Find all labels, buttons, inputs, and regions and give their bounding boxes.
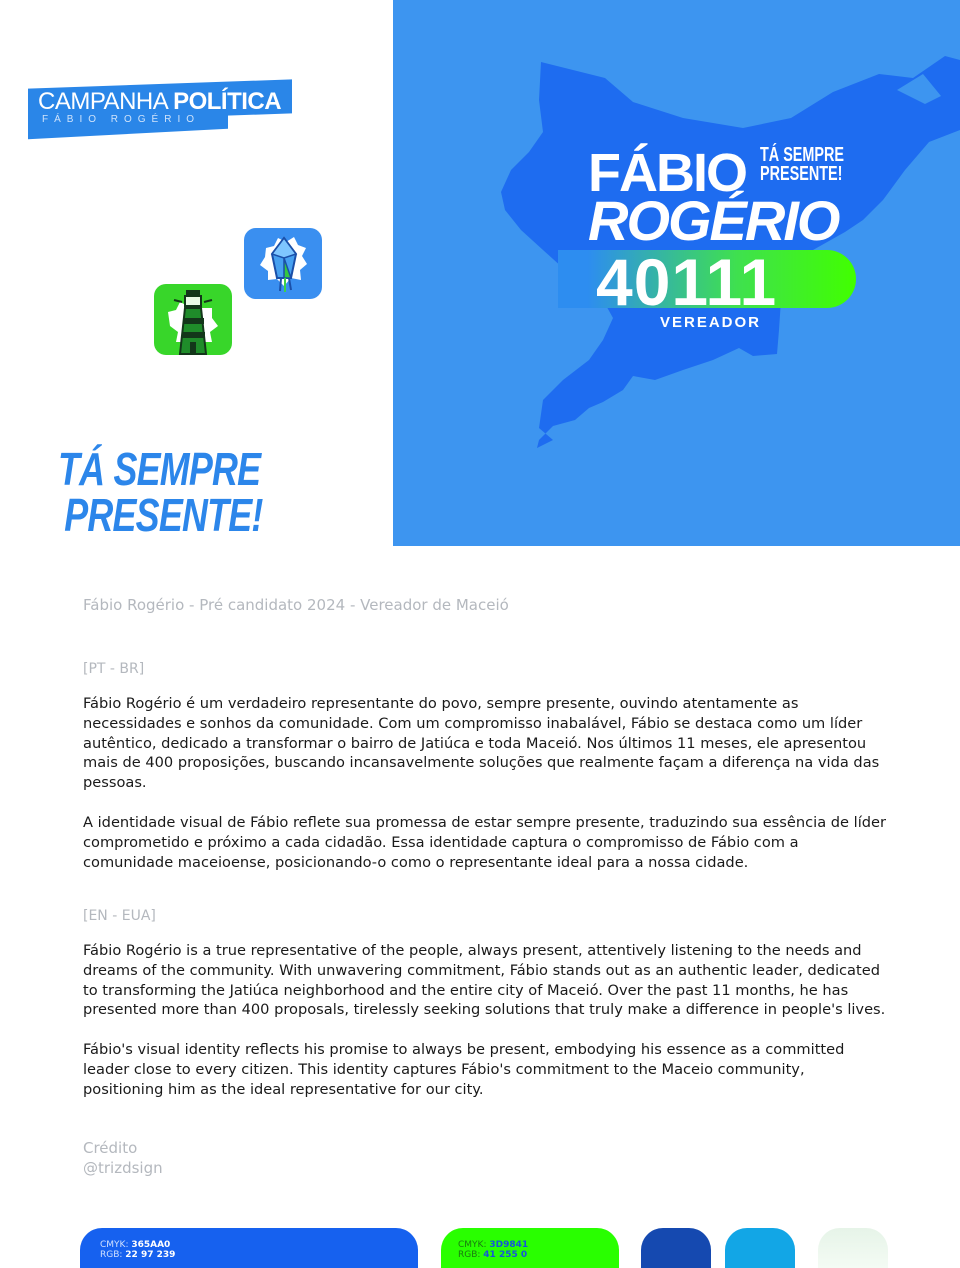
- logo-tagline: TÁ SEMPRE PRESENTE!: [760, 144, 845, 185]
- logo-first-name: FÁBIO: [588, 143, 746, 203]
- hero-left-panel: [0, 0, 393, 546]
- candidate-role: VEREADOR: [660, 314, 762, 331]
- credit-handle: @trizdsign: [83, 1159, 163, 1177]
- pt-paragraph-1: Fábio Rogério é um verdadeiro representante do povo, sempre presente, ouvindo atentamente as necessidades e sonhos da comunidade. Com um compromisso inabalável, Fábio se destaca como um líder autêntico, dedicado a transformar o bairro de Jatiúca e toda Maceió. Nos últimos 11 meses, ele apresentou mais de 400 proposições, buscando incansavelmente soluções que realmente façam a diferença na vida das pessoas.: [83, 695, 880, 792]
- hero-section: [0, 0, 960, 546]
- slogan-text: TÁ SEMPRE PRESENTE!: [58, 443, 263, 541]
- swatch-sky: [725, 1228, 795, 1268]
- document-heading: Fábio Rogério - Pré candidato 2024 - Vereador de Maceió: [83, 596, 509, 614]
- en-language-label: [EN - EUA]: [83, 908, 156, 924]
- swatch-navy: [641, 1228, 711, 1268]
- campaign-badge: [28, 84, 293, 138]
- badge-title: CAMPANHA POLÍTICA: [38, 88, 282, 115]
- lighthouse-icon: [154, 284, 232, 355]
- lantern-icon: [244, 228, 322, 299]
- logo-last-name: ROGÉRIO: [588, 189, 839, 252]
- candidate-number: 40111: [596, 245, 778, 319]
- credit-label: Crédito: [83, 1139, 138, 1157]
- swatch-mint: [818, 1228, 888, 1268]
- en-paragraph-1: Fábio Rogério is a true representative of the people, always present, attentively listening to the needs and dreams of the community. With unwavering commitment, Fábio stands out as an authentic leader, dedicated to transforming the Jatiúca neighborhood and the entire city of Maceió. Over the past 11 months, he has presented more than 400 proposals, tirelessly seeking solutions that truly make a difference in people's lives.: [83, 942, 886, 1019]
- en-paragraph-2: Fábio's visual identity reflects his promise to always be present, embodying his essence as a committed leader close to every citizen. This identity captures Fábio's commitment to the Maceio community, positioning him as the ideal representative for our city.: [83, 1041, 845, 1098]
- pt-language-label: [PT - BR]: [83, 661, 145, 677]
- swatch-green: CMYK: 3D9841 RGB: 41 255 0: [441, 1228, 619, 1268]
- swatch-blue: CMYK: 365AA0 RGB: 22 97 239: [80, 1228, 418, 1268]
- credit-block: [83, 1138, 888, 1178]
- badge-subtitle: FÁBIO ROGÉRIO: [42, 114, 201, 125]
- pt-paragraph-2: A identidade visual de Fábio reflete sua promessa de estar sempre presente, traduzindo sua essência de líder comprometido e próximo a cada cidadão. Essa identidade captura o compromisso de Fábio com a comunidade maceioense, posicionando-o como o representante ideal para a nossa cidade.: [83, 814, 887, 871]
